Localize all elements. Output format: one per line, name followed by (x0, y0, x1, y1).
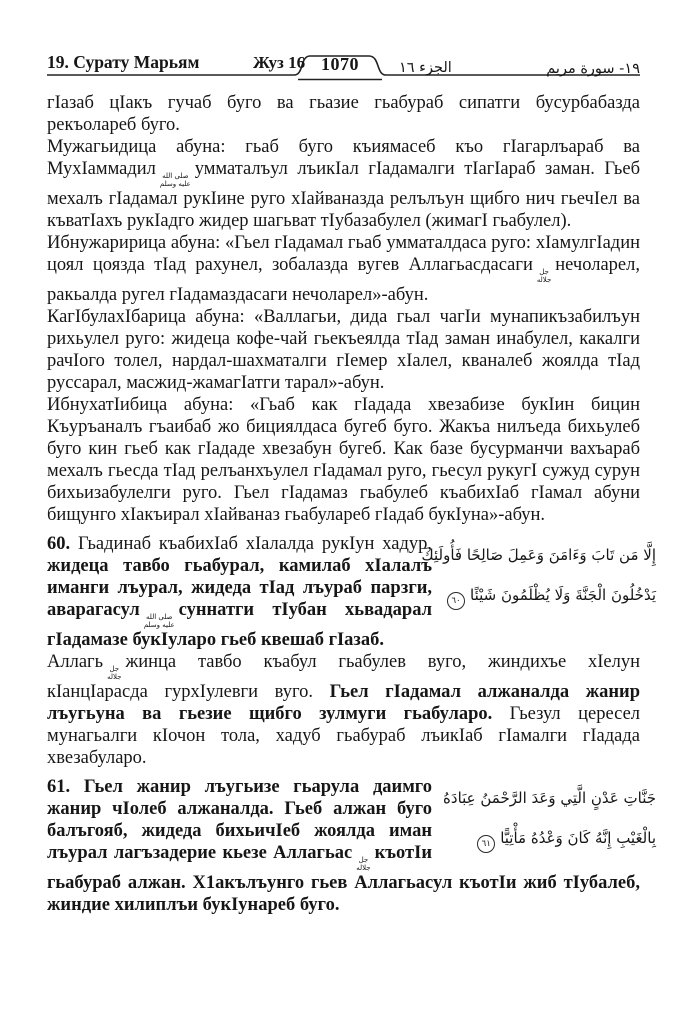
verse-60-bold-text: суннатги тIубан хьвадарал гIадамазе букIуларо гьеб квешаб гIазаб. (47, 600, 432, 650)
paragraph-text: ИбнухатIибица абуна: «Гьаб как гIадада хвезабизе букIин бицин Къуръаналъ гъаибаб жо бициялдаса бугеб буго. Жакъа нилъеда бихьулеб буго кин гьеб как гIададе хвезабун бугеб. Как базе бусурманчи вахъараб мехалъ гьесда тIад релъанхъулел гIадамал руго, гьесул рукугI сужуд сурун бихьизабулелги руго. Гьел гIадамаз гьабулеб къабихIаб гIамал абуни бищунго хIакъирал хIайваназ гьабулареб гIадаб букIуна»-абун. (47, 395, 640, 525)
ayah-number-61: ٦١ (481, 839, 491, 849)
jalla-bottom: جلاله (536, 275, 552, 284)
paragraph-text: Ибнужаририца абуна: «Гьел гIадамал гьаб умматалдаса руго: хIамулгIадин цоял цоязда тIад рахунел, зобалазда вугев Аллагьасдасаги (47, 233, 640, 275)
paragraph-text: умматалъул лъикIал гIадамалги тIагIараб заман. Гьеб мехалъ гIадамал рукIине руго хIайваназда релълъун щибго нич гьечIел ва къватIахъ рукIадго жидер шагьват тIубазабулел (жимагI гьабулел). (47, 159, 640, 231)
jalla-jalaluhu-calligraphy-icon (107, 666, 121, 681)
surah-title-arabic: ١٩- سورة مريم (546, 61, 640, 77)
verse-60-bold-text: жидеца тавбо гьабурал, камилаб хIалалъ иманги лъурал, жидеда тIад лъураб парзги, аварагасул (47, 556, 432, 620)
sallallahu-calligraphy-icon (144, 614, 175, 629)
verse-60-arabic-line-1 (421, 535, 656, 575)
arabic-text: إِلَّا مَن تَابَ وَءَامَنَ وَعَمِلَ صَالِحًا فَأُولَئِكَ (421, 546, 656, 564)
paragraph-text: КагIбулахIбарица абуна: «Валлагьи, дида гьал чагIи мунапикъзабилъун рихьулел руго: жидеца кофе-чай гьекъеялда тIад заман инабулел, какалги рачIого толел, нардал-шахматалги гIемер хIалел, кваналеб жоялда тIад руссарал, масжид-жамагIатги тарал»-абун. (47, 307, 640, 393)
jalla-jalaluhu-calligraphy-icon (537, 269, 551, 284)
paragraph-mujahid (47, 136, 640, 232)
ayah-end-ornament-61 (477, 835, 495, 853)
paragraph-tawba-commentary (47, 651, 640, 769)
arabic-text: جَنَّاتِ عَدْنٍ الَّتِي وَعَدَ الرَّحْمَنُ عِبَادَهُ (443, 789, 656, 807)
verse-61-block (47, 776, 656, 916)
paragraph-text: Мужагьидица абуна: гьаб буго къиямасеб къо гIагарлъараб ва МухIаммадил (47, 137, 640, 179)
jalla-top: جل (109, 665, 120, 673)
juz-label-cyrillic: Жуз 16 (253, 53, 306, 72)
surah-title-cyrillic: 19. Сурату Марьям (47, 52, 200, 72)
paragraph-text: Гьезул цересел мунагьалги кIочон тола, хадуб гьабураб лъикIаб гIамалги гIадада хвезабуларо. (47, 704, 641, 768)
paragraph-bold-text: Гьел гIадамал алжаналда жанир лъугьуна ва гьезие щибго зулмуги гьабуларо. (47, 682, 640, 724)
page-header (47, 46, 640, 84)
verse-61-arabic-line-2 (440, 818, 656, 858)
paragraph-text: жинца тавбо къабул гьабулев вуго, жиндихъе хIелун кIанцIарасда гурхIулевги вуго. (47, 652, 640, 702)
sallallahu-bottom: عليه وسلم (159, 179, 191, 188)
verse-60-arabic (421, 533, 656, 621)
paragraph-ibn-khatib (47, 394, 640, 526)
arabic-text: بِالْغَيْبِ إِنَّهُ كَانَ وَعْدُهُ مَأْتِيًّا (500, 829, 656, 847)
sallallahu-bottom: عليه وسلم (143, 620, 175, 629)
juz-label-arabic: الجزء ١٦ (399, 60, 452, 76)
paragraph-kab-al-ahbar (47, 306, 640, 394)
verse-60-block (47, 533, 656, 651)
ayah-end-ornament-60 (447, 592, 465, 610)
paragraph-text: нечоларел, ракьалда ругел гIадамаздасаги нечоларел»-абун. (47, 255, 640, 305)
jalla-bottom: جلاله (107, 672, 122, 681)
sallallahu-top: صلى الله (146, 613, 173, 621)
verse-60-number: 60. (47, 534, 71, 554)
verse-61-bold-text: 61. Гьел жанир лъугьизе гьарула даимго жанир чIолеб алжаналда. Гьеб алжан буго балъгояб, жидеда бихьичIеб жоялда иман лъурал лагъзадерие кьезе Аллагьас (47, 777, 432, 863)
tafsir-text-column (47, 92, 656, 916)
page-number: 1070 (321, 54, 359, 74)
paragraph-text: гIазаб цIакъ гучаб буго ва гьазие гьабураб сипатги бусурбабазда рекъолареб буго. (47, 93, 640, 135)
paragraph-ibn-jarir (47, 232, 640, 306)
arabic-text: يَدْخُلُونَ الْجَنَّةَ وَلَا يُظْلَمُونَ شَيْئًا (470, 586, 656, 604)
verse-60-intro: Гьадинаб къабихIаб хIалалда рукIун хадур, (70, 534, 432, 554)
verse-60-arabic-line-2 (440, 575, 656, 615)
jalla-bottom: جلاله (356, 863, 371, 872)
verse-61-arabic (440, 776, 656, 864)
jalla-top: جل (358, 856, 369, 864)
jalla-top: جل (539, 268, 549, 276)
paragraph-text: Аллагь (47, 652, 104, 672)
paragraph-azab-continuation (47, 92, 640, 136)
verse-61-bold-text: къотIи гьабураб алжан. Х1акълъунго гьев Аллагьасул къотIи жиб тIубалеб, жиндие хилиплъи букIунареб буго. (47, 843, 640, 915)
sallallahu-top: صلى الله (162, 172, 189, 180)
sallallahu-calligraphy-icon (160, 173, 191, 188)
jalla-jalaluhu-calligraphy-icon (356, 857, 370, 872)
ayah-number-60: ٦٠ (451, 596, 461, 606)
verse-61-arabic-line-1 (440, 778, 656, 818)
